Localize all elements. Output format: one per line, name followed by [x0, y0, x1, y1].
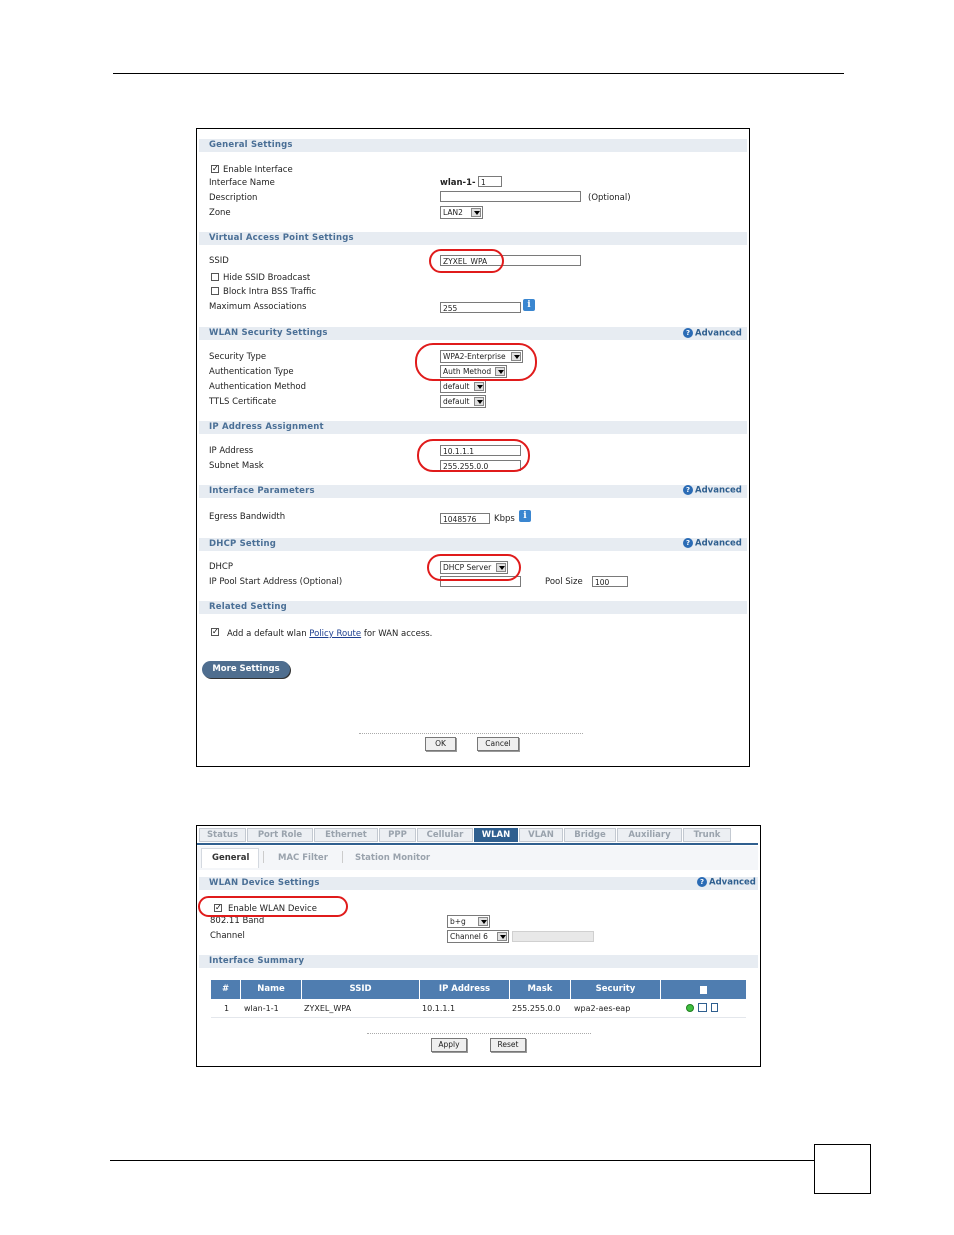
- subtab-general-label: General: [212, 853, 250, 863]
- row-mask: 255.255.0.0: [512, 1004, 561, 1013]
- auth-type-label: Authentication Type: [209, 367, 294, 377]
- egress-bandwidth-label: Egress Bandwidth: [209, 512, 286, 522]
- table-row: [211, 999, 746, 1018]
- col-header-ssid: SSID: [302, 980, 420, 999]
- policy-route-text: [227, 629, 432, 640]
- col-header-actions: [661, 980, 746, 999]
- col-header-ip: IP Address: [420, 980, 510, 999]
- row-ssid: ZYXEL_WPA: [304, 1004, 352, 1013]
- block-bss-label: Block Intra BSS Traffic: [223, 287, 317, 297]
- question-icon: ?: [683, 485, 693, 495]
- description-input[interactable]: [440, 191, 581, 202]
- zone-select-value: LAN2: [443, 208, 463, 217]
- tab-wlan[interactable]: WLAN: [474, 828, 518, 842]
- subtab-divider: [263, 851, 264, 863]
- col-header-num: #: [211, 980, 241, 999]
- enable-wlan-highlight: [198, 896, 348, 917]
- more-settings-button[interactable]: More Settings: [202, 661, 290, 678]
- row-security: wpa2-aes-eap: [574, 1004, 631, 1013]
- ok-button[interactable]: OK: [425, 737, 456, 751]
- auth-type-value: Auth Method: [443, 367, 492, 376]
- ttls-certificate-value: default: [443, 397, 470, 406]
- tab-auxiliary[interactable]: Auxiliary: [617, 828, 682, 842]
- enable-interface-label: Enable Interface: [223, 165, 293, 175]
- footer-rule: [110, 1160, 814, 1161]
- ssid-input[interactable]: ZYXEL_WPA: [440, 255, 581, 266]
- policy-route-checkbox[interactable]: ✓: [212, 627, 219, 636]
- question-icon: ?: [683, 328, 693, 338]
- trash-header-icon: [700, 986, 707, 994]
- related-setting-header: Related Setting: [199, 601, 747, 614]
- interface-summary-header: Interface Summary: [199, 955, 758, 968]
- ip-assignment-header: IP Address Assignment: [199, 421, 747, 434]
- interface-name-prefix: wlan-1-: [440, 178, 476, 188]
- security-settings-header: WLAN Security Settings: [199, 327, 747, 340]
- dhcp-highlight: [427, 554, 521, 581]
- tab-bar-underline: [197, 843, 758, 845]
- question-icon: ?: [683, 538, 693, 548]
- ttls-certificate-select[interactable]: [440, 395, 486, 408]
- enable-interface-checkbox[interactable]: ✓: [212, 164, 219, 173]
- row-num: 1: [224, 1004, 230, 1013]
- vap-settings-header: Virtual Access Point Settings: [199, 232, 747, 245]
- enable-wlan-device-label: Enable WLAN Device: [228, 904, 317, 914]
- interface-name-input[interactable]: 1: [478, 176, 502, 187]
- info-icon[interactable]: i: [523, 299, 535, 311]
- device-advanced-link[interactable]: [697, 877, 756, 888]
- dhcp-advanced-link[interactable]: [683, 538, 742, 549]
- auth-method-label: Authentication Method: [209, 382, 306, 392]
- chevron-down-icon: [497, 932, 507, 941]
- egress-bandwidth-input[interactable]: 1048576: [440, 513, 490, 524]
- pool-size-label: Pool Size: [545, 577, 583, 587]
- security-type-value: WPA2-Enterprise: [443, 352, 506, 361]
- dhcp-label: DHCP: [209, 562, 233, 572]
- tab-ppp[interactable]: PPP: [379, 828, 416, 842]
- ip-highlight: [417, 439, 530, 472]
- wlan-device-settings-header: WLAN Device Settings: [199, 877, 758, 890]
- egress-unit-label: Kbps: [494, 514, 515, 524]
- hide-ssid-checkbox[interactable]: [211, 273, 219, 281]
- ssid-label: SSID: [209, 256, 229, 266]
- channel-info-field: [512, 931, 594, 942]
- col-header-mask: Mask: [510, 980, 571, 999]
- policy-route-text-before: Add a default wlan: [227, 629, 307, 639]
- interface-edit-panel: [196, 128, 750, 767]
- params-advanced-label: Advanced: [695, 485, 742, 496]
- subtab-divider: [342, 851, 343, 863]
- interface-params-header: Interface Parameters: [199, 485, 747, 498]
- tab-bar: [197, 826, 758, 844]
- max-associations-input[interactable]: 255: [440, 302, 521, 313]
- dhcp-setting-header: DHCP Setting: [199, 538, 747, 551]
- chevron-down-icon: [478, 917, 488, 926]
- band-label: 802.11 Band: [210, 916, 265, 926]
- apply-button[interactable]: Apply: [431, 1038, 467, 1052]
- zone-select[interactable]: [440, 206, 483, 219]
- channel-value: Channel 6: [450, 932, 488, 941]
- channel-select[interactable]: [447, 930, 509, 943]
- security-advanced-link[interactable]: [683, 328, 742, 339]
- dhcp-value: DHCP Server: [443, 563, 492, 572]
- security-advanced-label: Advanced: [695, 328, 742, 339]
- button-separator: [359, 733, 583, 734]
- interface-name-label: Interface Name: [209, 178, 275, 188]
- description-optional-hint: (Optional): [588, 193, 631, 203]
- button-separator: [367, 1033, 591, 1034]
- pool-size-input[interactable]: 100: [592, 576, 628, 587]
- band-select[interactable]: [447, 915, 490, 928]
- row-ip: 10.1.1.1: [422, 1004, 456, 1013]
- hide-ssid-label: Hide SSID Broadcast: [223, 273, 311, 283]
- description-label: Description: [209, 193, 258, 203]
- params-advanced-link[interactable]: [683, 485, 742, 496]
- enable-wlan-device-checkbox[interactable]: ✓: [215, 903, 222, 912]
- channel-label: Channel: [210, 931, 245, 941]
- chevron-down-icon: [471, 208, 481, 217]
- col-header-name: Name: [241, 980, 302, 999]
- page-number-box: [814, 1144, 871, 1194]
- device-advanced-label: Advanced: [709, 877, 756, 888]
- ttls-certificate-label: TTLS Certificate: [209, 397, 277, 407]
- tab-vlan[interactable]: VLAN: [519, 828, 563, 842]
- policy-route-link[interactable]: Policy Route: [309, 629, 362, 639]
- band-value: b+g: [450, 917, 466, 926]
- security-type-label: Security Type: [209, 352, 267, 362]
- subtab-station-monitor[interactable]: Station Monitor: [355, 853, 431, 863]
- pool-start-label: IP Pool Start Address (Optional): [209, 577, 343, 587]
- general-settings-header: General Settings: [199, 139, 747, 152]
- auth-method-select[interactable]: [440, 380, 486, 393]
- chevron-down-icon: [474, 382, 484, 391]
- subnet-mask-input[interactable]: 255.255.0.0: [440, 460, 521, 471]
- tab-cellular[interactable]: Cellular: [417, 828, 473, 842]
- block-bss-checkbox[interactable]: [211, 287, 219, 295]
- wlan-general-panel: [196, 825, 761, 1067]
- chevron-down-icon: [474, 397, 484, 406]
- zone-label: Zone: [209, 208, 231, 218]
- cancel-button[interactable]: Cancel: [477, 737, 519, 751]
- question-icon: ?: [697, 877, 707, 887]
- tab-bridge[interactable]: Bridge: [564, 828, 616, 842]
- reset-button[interactable]: Reset: [490, 1038, 526, 1052]
- lightbulb-icon[interactable]: [686, 1004, 694, 1012]
- edit-icon[interactable]: [698, 1003, 707, 1012]
- dhcp-advanced-label: Advanced: [695, 538, 742, 549]
- col-header-security: Security: [571, 980, 661, 999]
- tab-trunk[interactable]: Trunk: [683, 828, 731, 842]
- subtab-mac-filter[interactable]: MAC Filter: [278, 853, 328, 863]
- max-associations-label: Maximum Associations: [209, 302, 307, 312]
- ssid-highlight: [429, 249, 504, 273]
- ip-address-input[interactable]: 10.1.1.1: [440, 445, 521, 456]
- security-highlight: [415, 343, 537, 381]
- tab-ethernet[interactable]: Ethernet: [314, 828, 378, 842]
- summary-table: [211, 980, 746, 1020]
- info-icon[interactable]: i: [519, 510, 531, 522]
- header-rule: [113, 73, 844, 74]
- tab-port-role[interactable]: Port Role: [247, 828, 313, 842]
- row-name: wlan-1-1: [244, 1004, 279, 1013]
- tab-status[interactable]: Status: [199, 828, 246, 842]
- ip-address-label: IP Address: [209, 446, 254, 456]
- subnet-mask-label: Subnet Mask: [209, 461, 264, 471]
- auth-method-value: default: [443, 382, 470, 391]
- trash-icon[interactable]: [711, 1003, 718, 1012]
- policy-route-text-after: for WAN access.: [363, 629, 433, 639]
